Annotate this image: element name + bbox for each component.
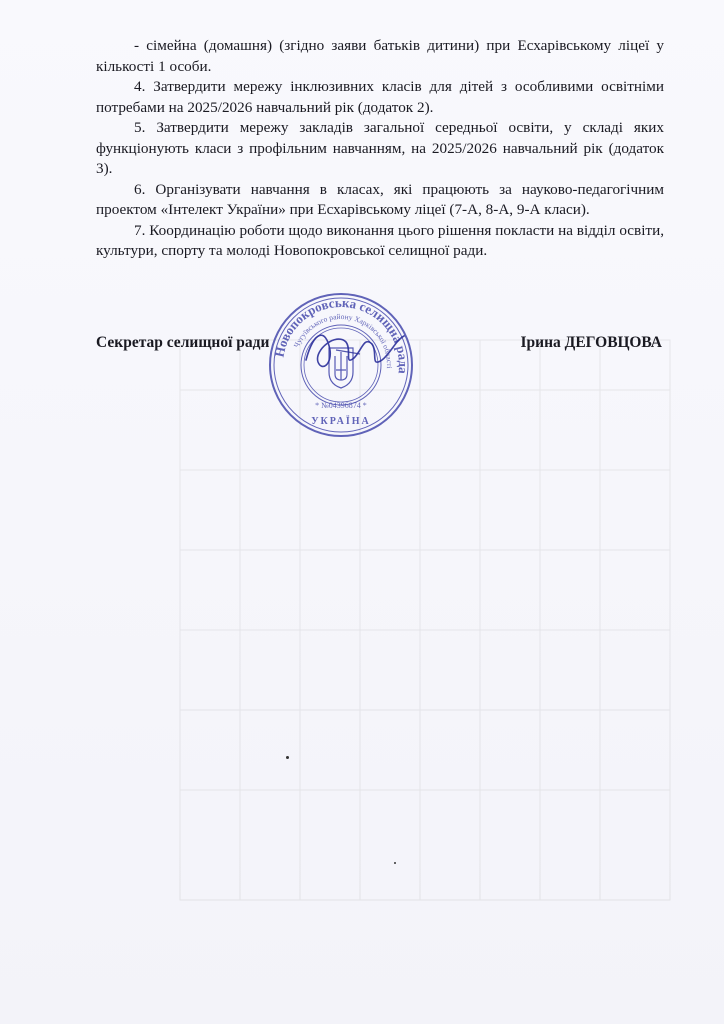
- svg-text:* №04396874 *: * №04396874 *: [315, 401, 367, 410]
- svg-text:Новопокровська селищна рада: Новопокровська селищна рада: [271, 294, 412, 375]
- reverse-side-bleed-through: [170, 330, 690, 930]
- signer-name: Ірина ДЕГОВЦОВА: [520, 334, 662, 351]
- paragraph-family-education: - сімейна (домашня) (згідно заяви батьків дитини) при Есхарівському ліцеї у кількості 1 особи.: [96, 37, 664, 75]
- scan-speck: [394, 862, 396, 864]
- svg-text:Чугуївського району Харківсько: Чугуївського району Харківської області: [291, 311, 395, 369]
- svg-text:УКРАЇНА: УКРАЇНА: [311, 416, 371, 427]
- scan-speck: [286, 756, 289, 759]
- paragraph-profile-classes: 5. Затвердити мережу закладів загальної середньої освіти, у складі яких функціонують класи з профільним навчанням, на 2025/2026 навчальний рік (додаток 3).: [96, 119, 664, 177]
- signer-position: Секретар селищної ради: [96, 334, 270, 351]
- paragraph-coordination: 7. Координацію роботи щодо виконання цього рішення покласти на відділ освіти, культури, спорту та молоді Новопокровської селищної ради.: [96, 221, 664, 259]
- handwritten-signature: [300, 320, 410, 380]
- paragraph-inclusive-classes: 4. Затвердити мережу інклюзивних класів для дітей з особливими освітніми потребами на 2025/2026 навчальний рік (додаток 2).: [96, 78, 664, 116]
- decision-body: [96, 36, 664, 262]
- paragraph-intellect-ukraine: 6. Організувати навчання в класах, які працюють за науково-педагогічним проектом «Інтелект України» при Есхарівському ліцеї (7-А, 8-А, 9-А класи).: [96, 180, 664, 218]
